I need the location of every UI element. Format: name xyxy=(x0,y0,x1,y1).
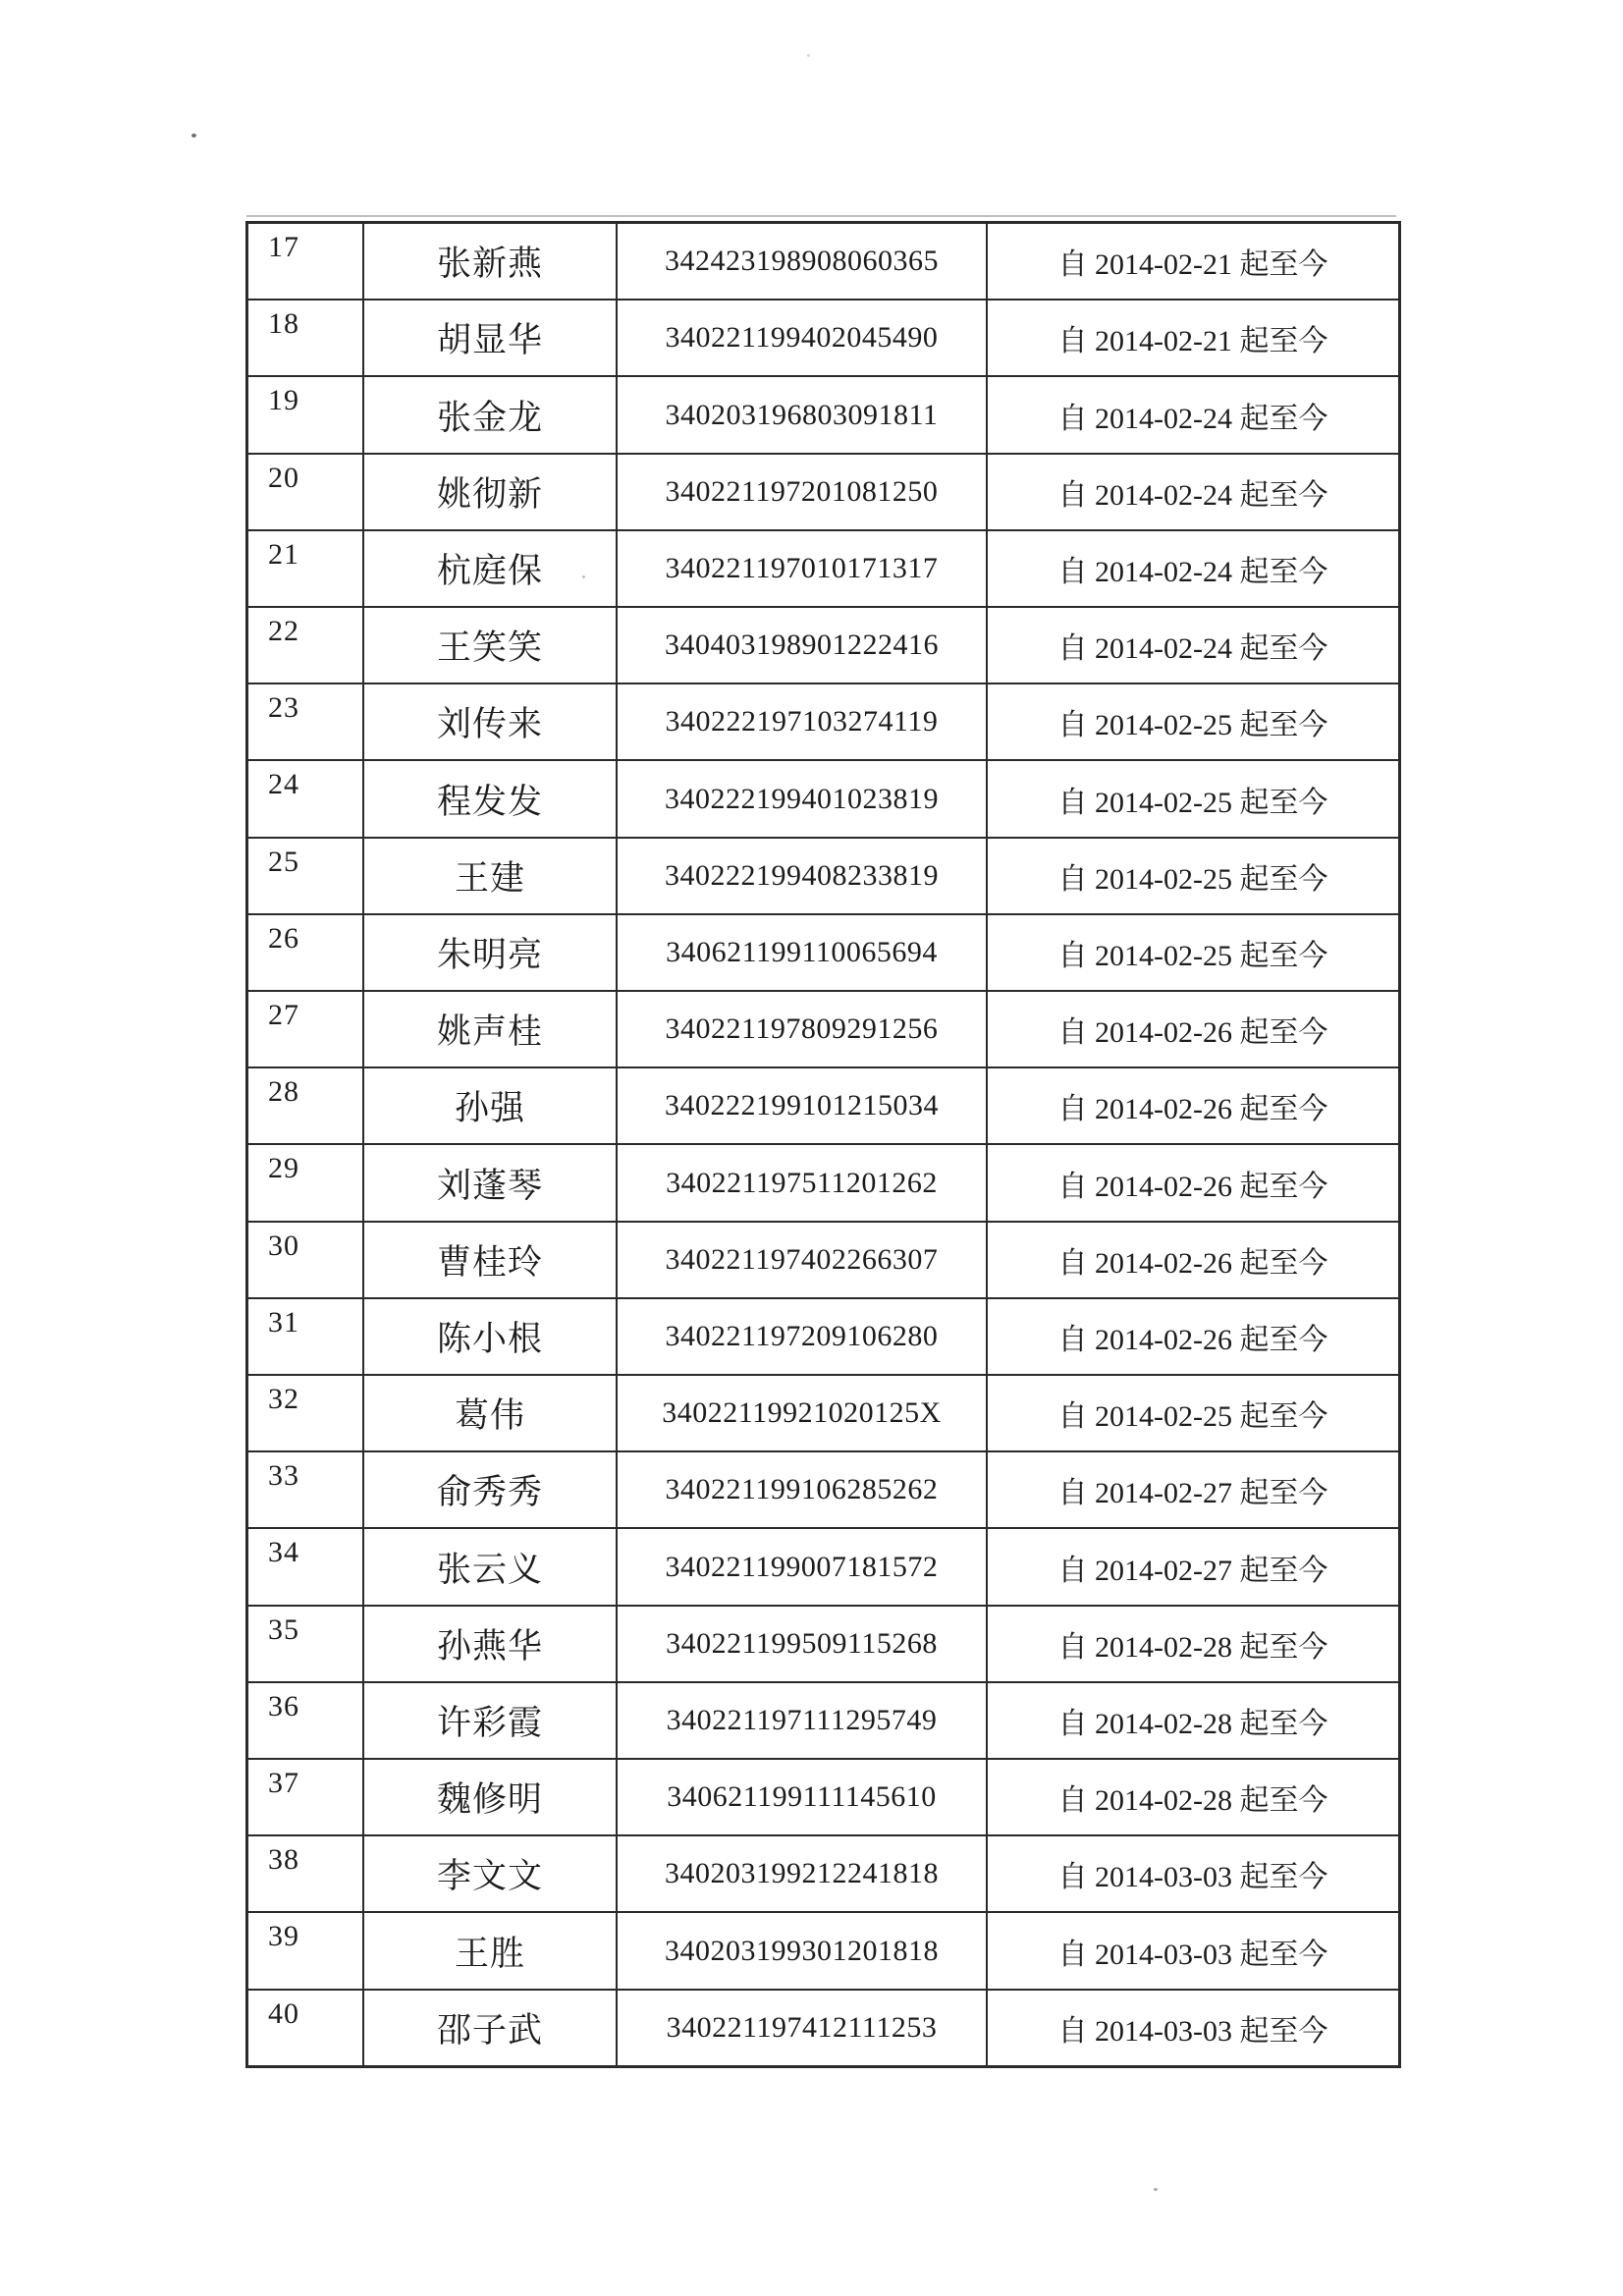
id-number-cell: 340221199106285262 xyxy=(618,1452,988,1527)
id-number-cell: 340221197010171317 xyxy=(618,531,988,606)
person-name-cell: 张云义 xyxy=(364,1529,618,1604)
person-name-cell: 朱明亮 xyxy=(364,915,618,990)
id-number-cell: 34022119921020125X xyxy=(618,1376,988,1450)
row-number-cell: 29 xyxy=(248,1145,364,1220)
id-number-cell: 340222199101215034 xyxy=(618,1068,988,1143)
table-row xyxy=(248,1529,1398,1606)
id-number-cell: 340403198901222416 xyxy=(618,608,988,683)
row-number-cell: 38 xyxy=(248,1836,364,1911)
table-row xyxy=(248,1452,1398,1529)
id-number-cell: 340221197809291256 xyxy=(618,992,988,1066)
row-number-cell: 30 xyxy=(248,1223,364,1297)
person-name-cell: 王胜 xyxy=(364,1913,618,1988)
id-number-cell: 340221197412111253 xyxy=(618,1991,988,2065)
person-name-cell: 孙强 xyxy=(364,1068,618,1143)
person-name-cell: 刘蓬琴 xyxy=(364,1145,618,1220)
row-number-cell: 18 xyxy=(248,301,364,375)
row-number-cell: 19 xyxy=(248,377,364,452)
validity-period-cell: 自 2014-03-03 起至今 xyxy=(1057,1861,1328,1894)
id-number-cell: 340221199509115268 xyxy=(618,1607,988,1681)
id-number-cell: 340222197103274119 xyxy=(618,684,988,759)
row-number-cell: 17 xyxy=(248,224,364,299)
person-name-cell: 李文文 xyxy=(364,1836,618,1911)
id-number-cell: 340222199401023819 xyxy=(618,761,988,836)
person-name-cell: 姚声桂 xyxy=(364,992,618,1066)
row-number-cell: 24 xyxy=(248,761,364,836)
validity-period-cell: 自 2014-02-25 起至今 xyxy=(1057,786,1328,819)
table-row xyxy=(248,915,1398,992)
row-number-cell: 33 xyxy=(248,1452,364,1527)
validity-period-cell: 自 2014-02-24 起至今 xyxy=(1057,402,1328,435)
table-row xyxy=(248,992,1398,1068)
person-name-cell: 张新燕 xyxy=(364,224,618,299)
row-number-cell: 20 xyxy=(248,455,364,529)
row-number-cell: 25 xyxy=(248,839,364,913)
scan-speck xyxy=(807,54,810,57)
table-row xyxy=(248,1760,1398,1836)
row-number-cell: 31 xyxy=(248,1299,364,1374)
validity-period-cell: 自 2014-02-28 起至今 xyxy=(1057,1784,1328,1818)
id-number-cell: 340221197511201262 xyxy=(618,1145,988,1220)
table-row xyxy=(248,1299,1398,1376)
table-row xyxy=(248,1836,1398,1913)
row-number-cell: 37 xyxy=(248,1760,364,1834)
validity-period-cell: 自 2014-02-21 起至今 xyxy=(1057,325,1328,358)
person-name-cell: 魏修明 xyxy=(364,1760,618,1834)
row-number-cell: 40 xyxy=(248,1991,364,2065)
table-row xyxy=(248,377,1398,454)
table-row xyxy=(248,301,1398,377)
table-row xyxy=(248,224,1398,301)
table-row xyxy=(248,1145,1398,1222)
id-number-cell: 340203196803091811 xyxy=(618,377,988,452)
id-number-cell: 340203199301201818 xyxy=(618,1913,988,1988)
table-row xyxy=(248,608,1398,684)
validity-period-cell: 自 2014-02-25 起至今 xyxy=(1057,862,1328,896)
row-number-cell: 39 xyxy=(248,1913,364,1988)
validity-period-cell: 自 2014-03-03 起至今 xyxy=(1057,1938,1328,1971)
person-name-cell: 张金龙 xyxy=(364,377,618,452)
row-number-cell: 26 xyxy=(248,915,364,990)
validity-period-cell: 自 2014-02-26 起至今 xyxy=(1057,1016,1328,1050)
person-name-cell: 邵子武 xyxy=(364,1991,618,2065)
person-name-cell: 刘传来 xyxy=(364,684,618,759)
validity-period-cell: 自 2014-02-24 起至今 xyxy=(1057,478,1328,512)
id-number-cell: 340221199402045490 xyxy=(618,301,988,375)
id-number-cell: 340621199111145610 xyxy=(618,1760,988,1834)
person-name-cell: 王笑笑 xyxy=(364,608,618,683)
validity-period-cell: 自 2014-02-25 起至今 xyxy=(1057,709,1328,742)
person-name-cell: 孙燕华 xyxy=(364,1607,618,1681)
row-number-cell: 35 xyxy=(248,1607,364,1681)
person-name-cell: 胡显华 xyxy=(364,301,618,375)
validity-period-cell: 自 2014-02-27 起至今 xyxy=(1057,1554,1328,1587)
table-row xyxy=(248,531,1398,608)
row-number-cell: 23 xyxy=(248,684,364,759)
validity-period-cell: 自 2014-02-25 起至今 xyxy=(1057,939,1328,972)
table-row xyxy=(248,1607,1398,1683)
person-name-cell: 王建 xyxy=(364,839,618,913)
table-row xyxy=(248,1991,1398,2065)
person-name-cell: 杭庭保 xyxy=(364,531,618,606)
validity-period-cell: 自 2014-02-24 起至今 xyxy=(1057,555,1328,588)
id-number-cell: 340221197111295749 xyxy=(618,1683,988,1758)
table-row xyxy=(248,684,1398,761)
id-number-cell: 342423198908060365 xyxy=(618,224,988,299)
row-number-cell: 27 xyxy=(248,992,364,1066)
id-number-cell: 340221199007181572 xyxy=(618,1529,988,1604)
validity-period-cell: 自 2014-02-28 起至今 xyxy=(1057,1707,1328,1740)
table-row xyxy=(248,839,1398,915)
row-number-cell: 22 xyxy=(248,608,364,683)
person-name-cell: 许彩霞 xyxy=(364,1683,618,1758)
row-number-cell: 21 xyxy=(248,531,364,606)
scan-speck xyxy=(191,134,196,137)
table-row xyxy=(248,1223,1398,1299)
row-number-cell: 32 xyxy=(248,1376,364,1450)
table-row xyxy=(248,1068,1398,1145)
id-number-cell: 340203199212241818 xyxy=(618,1836,988,1911)
validity-period-cell: 自 2014-02-27 起至今 xyxy=(1057,1477,1328,1510)
row-number-cell: 34 xyxy=(248,1529,364,1604)
id-number-cell: 340221197201081250 xyxy=(618,455,988,529)
table-row xyxy=(248,455,1398,531)
person-name-cell: 葛伟 xyxy=(364,1376,618,1450)
id-number-cell: 340221197209106280 xyxy=(618,1299,988,1374)
person-name-cell: 姚彻新 xyxy=(364,455,618,529)
personnel-table xyxy=(245,221,1401,2068)
table-row xyxy=(248,761,1398,838)
validity-period-cell: 自 2014-03-03 起至今 xyxy=(1057,2014,1328,2048)
validity-period-cell: 自 2014-02-24 起至今 xyxy=(1057,632,1328,666)
row-number-cell: 36 xyxy=(248,1683,364,1758)
scan-speck xyxy=(1154,2188,1158,2191)
table-row xyxy=(248,1376,1398,1452)
scan-speck xyxy=(582,575,585,578)
id-number-cell: 340222199408233819 xyxy=(618,839,988,913)
validity-period-cell: 自 2014-02-21 起至今 xyxy=(1057,248,1328,282)
validity-period-cell: 自 2014-02-26 起至今 xyxy=(1057,1323,1328,1356)
validity-period-cell: 自 2014-02-25 起至今 xyxy=(1057,1400,1328,1434)
person-name-cell: 程发发 xyxy=(364,761,618,836)
person-name-cell: 陈小根 xyxy=(364,1299,618,1374)
validity-period-cell: 自 2014-02-28 起至今 xyxy=(1057,1630,1328,1664)
table-row xyxy=(248,1913,1398,1990)
person-name-cell: 俞秀秀 xyxy=(364,1452,618,1527)
validity-period-cell: 自 2014-02-26 起至今 xyxy=(1057,1093,1328,1126)
validity-period-cell: 自 2014-02-26 起至今 xyxy=(1057,1170,1328,1203)
person-name-cell: 曹桂玲 xyxy=(364,1223,618,1297)
validity-period-cell: 自 2014-02-26 起至今 xyxy=(1057,1246,1328,1280)
id-number-cell: 340621199110065694 xyxy=(618,915,988,990)
row-number-cell: 28 xyxy=(248,1068,364,1143)
table-row xyxy=(248,1683,1398,1760)
id-number-cell: 340221197402266307 xyxy=(618,1223,988,1297)
